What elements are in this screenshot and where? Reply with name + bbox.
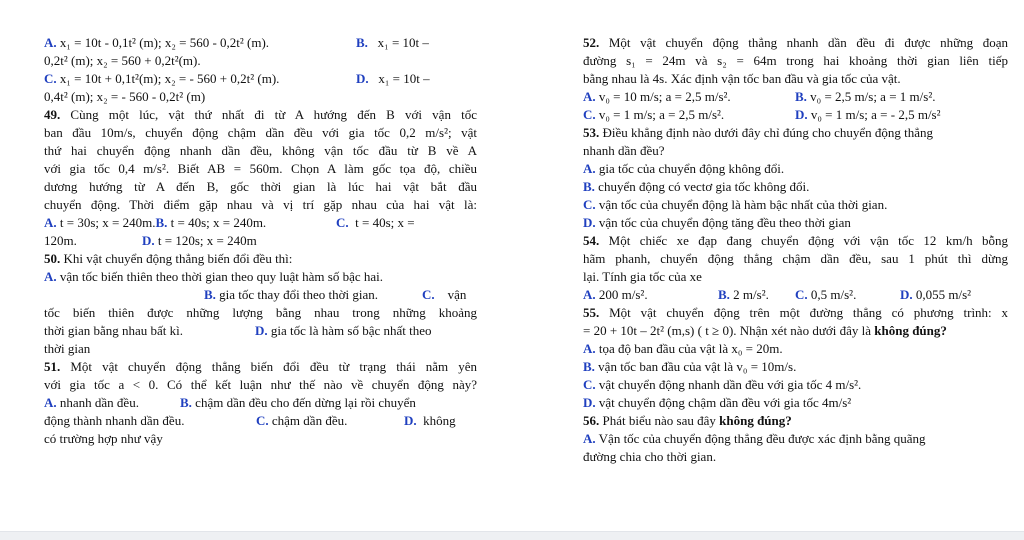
q56-option-a-label: A. bbox=[583, 431, 596, 446]
q51-option-b-text: chậm dần đều cho đến dừng lại rồi chuyển bbox=[195, 395, 416, 410]
q49-options-line-1 bbox=[44, 214, 477, 232]
q51-options-line-1 bbox=[44, 394, 477, 412]
q50-option-c-cont: tốc biến thiên được những lượng bằng nhau trong những khoảng bbox=[44, 305, 477, 320]
q49-stem-text-5: dương hướng từ A đến B, gốc thời gian là lúc hai vật bắt đầu bbox=[44, 179, 477, 194]
q54-stem-line-2 bbox=[583, 250, 1008, 268]
q54-option-a-text: 200 m/s². bbox=[598, 287, 648, 302]
q53-stem-text-2: nhanh dần đều? bbox=[583, 143, 665, 158]
q51-options-line-3 bbox=[44, 430, 477, 448]
q50-option-d-text: gia tốc là hàm số bậc nhất theo bbox=[270, 323, 432, 338]
q51-option-a-text: nhanh dần đều. bbox=[59, 395, 139, 410]
q56-option-a-line-2 bbox=[583, 448, 1008, 466]
q51-option-c-label: C. bbox=[256, 413, 269, 428]
q53-option-b-text: chuyển động có vectơ gia tốc không đổi. bbox=[598, 179, 810, 194]
q49-stem-text-3: thứ hai chuyển động nhanh dần đều, không vận tốc đầu từ B về A bbox=[44, 143, 477, 158]
q48-line-4 bbox=[44, 88, 477, 106]
q52-option-b-label: B. bbox=[795, 89, 807, 104]
q50-option-a bbox=[44, 268, 477, 286]
q55-option-d-text: vật chuyển động chậm dần đều với gia tốc 4m/s² bbox=[598, 395, 852, 410]
q48-option-b-label: B. bbox=[356, 35, 368, 50]
q51-option-b-cont: động thành nhanh dần đều. bbox=[44, 413, 185, 428]
q48-option-d-label: D. bbox=[356, 71, 369, 86]
q55-stem-text-2: = 20 + 10t – 2t² (m,s) ( t ≥ 0). Nhận xét nào dưới đây là bbox=[583, 323, 872, 338]
q51-option-a-label: A. bbox=[44, 395, 57, 410]
q51-option-c-text: chậm dần đều. bbox=[271, 413, 348, 428]
q55-option-d-label: D. bbox=[583, 395, 596, 410]
q50-option-c-cont-2: thời gian bằng nhau bất kì. bbox=[44, 323, 184, 338]
q48-option-b-cont: 0,2t² (m); x₂ = 560 + 0,2t²(m). bbox=[44, 53, 201, 68]
q54-option-b-text: 2 m/s². bbox=[733, 287, 769, 302]
q54-option-c-label: C. bbox=[795, 287, 808, 302]
q52-option-c-text: v₀ = 1 m/s; a = 2,5 m/s². bbox=[598, 107, 725, 122]
q51-stem-line-2 bbox=[44, 376, 477, 394]
q48-option-d-text: x₁ = 10t – bbox=[378, 71, 430, 86]
q55-option-b bbox=[583, 358, 1008, 376]
q49-stem-text-4: với gia tốc 0,4 m/s². Biết AB = 560m. Chọn A làm gốc tọa độ, chiều bbox=[44, 161, 477, 176]
q50-option-c-text: vận bbox=[447, 287, 467, 302]
right-column bbox=[583, 34, 1008, 466]
q52-stem-text-1: Một vật chuyển động thẳng nhanh dần đều đi được những đoạn bbox=[608, 35, 1008, 50]
q50-stem bbox=[44, 250, 477, 268]
q54-stem-text-3: lại. Tính gia tốc của xe bbox=[583, 269, 702, 284]
q48-option-a-label: A. bbox=[44, 35, 57, 50]
q52-stem-text-3: bằng nhau là 4s. Xác định vận tốc ban đầu và gia tốc của vật. bbox=[583, 71, 901, 86]
q48-option-c-label: C. bbox=[44, 71, 57, 86]
q50-option-a-text: vận tốc biến thiên theo thời gian theo quy luật hàm số bậc hai. bbox=[59, 269, 384, 284]
q53-option-c-label: C. bbox=[583, 197, 596, 212]
q55-number: 55. bbox=[583, 305, 600, 320]
q55-stem-line-2 bbox=[583, 322, 1008, 340]
q48-option-a-text: x₁ = 10t - 0,1t² (m); x₂ = 560 - 0,2t² (m). bbox=[59, 35, 270, 50]
q50-option-b-text: gia tốc thay đổi theo thời gian. bbox=[219, 287, 379, 302]
q55-stem-emphasis: không đúng? bbox=[874, 323, 947, 338]
q49-option-b-text: t = 40s; x = 240m. bbox=[170, 215, 267, 230]
q49-option-a-text: t = 30s; x = 240m. bbox=[59, 215, 156, 230]
q53-option-a-label: A. bbox=[583, 161, 596, 176]
q53-number: 53. bbox=[583, 125, 600, 140]
q55-option-c-label: C. bbox=[583, 377, 596, 392]
q54-option-c-text: 0,5 m/s². bbox=[810, 287, 857, 302]
q48-option-b-text: x₁ = 10t – bbox=[377, 35, 429, 50]
q55-option-c bbox=[583, 376, 1008, 394]
q49-options-line-2 bbox=[44, 232, 477, 250]
q49-stem-line-4 bbox=[44, 160, 477, 178]
q50-option-c-line-2 bbox=[44, 304, 477, 322]
q50-option-d-line-2 bbox=[44, 340, 477, 358]
q55-stem-text-1: Một vật chuyển động trên một đường thẳng có phương trình: x bbox=[609, 305, 1008, 320]
q50-option-a-label: A. bbox=[44, 269, 57, 284]
q49-option-c-cont: 120m. bbox=[44, 233, 77, 248]
q53-option-c bbox=[583, 196, 1008, 214]
q52-option-d-label: D. bbox=[795, 107, 808, 122]
q53-option-b-label: B. bbox=[583, 179, 595, 194]
q53-option-a bbox=[583, 160, 1008, 178]
q55-option-b-text: vận tốc ban đầu của vật là v₀ = 10m/s. bbox=[598, 359, 797, 374]
q48-line-2 bbox=[44, 52, 477, 70]
q51-options-line-2 bbox=[44, 412, 477, 430]
q49-option-c-label: C. bbox=[336, 215, 349, 230]
q55-option-a-label: A. bbox=[583, 341, 596, 356]
q49-stem-line-1 bbox=[44, 106, 477, 124]
q55-option-a-text: tọa độ ban đầu của vật là x₀ = 20m. bbox=[598, 341, 783, 356]
q51-option-d-cont: có trường hợp như vậy bbox=[44, 431, 163, 446]
q49-option-d-text: t = 120s; x = 240m bbox=[157, 233, 257, 248]
q52-options-line-1 bbox=[583, 88, 1008, 106]
q50-number: 50. bbox=[44, 251, 61, 266]
q54-number: 54. bbox=[583, 233, 600, 248]
q49-option-a-label: A. bbox=[44, 215, 57, 230]
q53-option-d-label: D. bbox=[583, 215, 596, 230]
q51-option-d-text: không bbox=[423, 413, 456, 428]
q50-option-b-label: B. bbox=[204, 287, 216, 302]
q54-stem-text-2: hãm phanh, chuyển động thẳng chậm dần đều, sau 1 phút thì dừng bbox=[583, 251, 1008, 266]
q56-number: 56. bbox=[583, 413, 600, 428]
q49-stem-text-2: ban đầu 10m/s, chuyển động chậm dần đều với gia tốc 0,2 m/s²; vật bbox=[44, 125, 477, 140]
q52-stem-line-1 bbox=[583, 34, 1008, 52]
q50-option-d-label: D. bbox=[255, 323, 268, 338]
q54-stem-line-3 bbox=[583, 268, 1008, 286]
q52-number: 52. bbox=[583, 35, 600, 50]
q51-number: 51. bbox=[44, 359, 61, 374]
q54-option-a-label: A. bbox=[583, 287, 596, 302]
q51-option-b-label: B. bbox=[180, 395, 192, 410]
q53-stem-line-1 bbox=[583, 124, 1008, 142]
q51-option-d-label: D. bbox=[404, 413, 417, 428]
q52-stem-text-2: đường s₁ = 24m và s₂ = 64m trong hai khoảng thời gian liên tiếp bbox=[583, 53, 1008, 68]
q55-option-d bbox=[583, 394, 1008, 412]
q55-option-b-label: B. bbox=[583, 359, 595, 374]
q53-option-a-text: gia tốc của chuyển động không đổi. bbox=[598, 161, 785, 176]
q52-stem-line-2 bbox=[583, 52, 1008, 70]
q55-option-c-text: vật chuyển động nhanh dần đều với gia tốc 4 m/s². bbox=[598, 377, 862, 392]
q49-stem-line-2 bbox=[44, 124, 477, 142]
q55-stem-line-1 bbox=[583, 304, 1008, 322]
q49-stem-text-1: Cùng một lúc, vật thứ nhất đi từ A hướng đến B với vận tốc bbox=[70, 107, 477, 122]
q53-option-b bbox=[583, 178, 1008, 196]
q53-option-d bbox=[583, 214, 1008, 232]
q53-option-c-text: vận tốc của chuyển động là hàm bậc nhất của thời gian. bbox=[598, 197, 888, 212]
q49-stem-line-6 bbox=[44, 196, 477, 214]
q52-options-line-2 bbox=[583, 106, 1008, 124]
q56-question-emphasis: không đúng? bbox=[719, 413, 792, 428]
q50-option-b bbox=[44, 286, 477, 304]
q56-stem bbox=[583, 412, 1008, 430]
q50-option-c-label: C. bbox=[422, 287, 435, 302]
q55-option-a bbox=[583, 340, 1008, 358]
q54-options bbox=[583, 286, 1008, 304]
q56-option-a-cont: đường chia cho thời gian. bbox=[583, 449, 717, 464]
q52-option-b-text: v₀ = 2,5 m/s; a = 1 m/s². bbox=[810, 89, 936, 104]
q48-line-1 bbox=[44, 34, 477, 52]
q50-option-d-cont: thời gian bbox=[44, 341, 91, 356]
q49-option-d-label: D. bbox=[142, 233, 155, 248]
q53-stem-text-1: Điều khẳng định nào dưới đây chỉ đúng cho chuyển động thẳng bbox=[602, 125, 934, 140]
q51-stem-text-2: với gia tốc a < 0. Có thể kết luận như thế nào về chuyển động này? bbox=[44, 377, 477, 392]
q52-option-c-label: C. bbox=[583, 107, 596, 122]
q51-stem-text-1: Một vật chuyển động thẳng biến đổi đều từ trạng thái nằm yên bbox=[70, 359, 477, 374]
q52-option-a-label: A. bbox=[583, 89, 596, 104]
q53-stem-line-2 bbox=[583, 142, 1008, 160]
q56-option-a-text: Vận tốc của chuyển động thẳng đều được xác định bằng quãng bbox=[598, 431, 926, 446]
q49-stem-line-3 bbox=[44, 142, 477, 160]
q56-question-text: Phát biểu nào sau đây bbox=[602, 413, 716, 428]
q54-option-d-text: 0,055 m/s² bbox=[915, 287, 972, 302]
q50-question-text: Khi vật chuyển động thẳng biến đổi đều thì: bbox=[63, 251, 293, 266]
q54-stem-line-1 bbox=[583, 232, 1008, 250]
q52-stem-line-3 bbox=[583, 70, 1008, 88]
q49-stem-line-5 bbox=[44, 178, 477, 196]
q53-option-d-text: vận tốc của chuyển động tăng đều theo thời gian bbox=[598, 215, 851, 230]
q49-stem-text-6: chuyển động. Thời điểm gặp nhau và vị trí gặp nhau của hai vật là: bbox=[44, 197, 477, 212]
q48-line-3 bbox=[44, 70, 477, 88]
q48-option-d-cont: 0,4t² (m); x₂ = - 560 - 0,2t² (m) bbox=[44, 89, 206, 104]
q49-number: 49. bbox=[44, 107, 61, 122]
q48-option-c-text: x₁ = 10t + 0,1t²(m); x₂ = - 560 + 0,2t² (m). bbox=[59, 71, 280, 86]
q49-option-c-text: t = 40s; x = bbox=[355, 215, 415, 230]
q52-option-a-text: v₀ = 10 m/s; a = 2,5 m/s². bbox=[598, 89, 731, 104]
q54-stem-text-1: Một chiếc xe đạp đang chuyển động với vận tốc 12 km/h bỗng bbox=[608, 233, 1008, 248]
q52-option-d-text: v₀ = 1 m/s; a = - 2,5 m/s² bbox=[810, 107, 941, 122]
q50-option-c-line-3 bbox=[44, 322, 477, 340]
q49-option-b-label: B. bbox=[155, 215, 168, 230]
q54-option-d-label: D. bbox=[900, 287, 913, 302]
q54-option-b-label: B. bbox=[718, 287, 730, 302]
q51-stem-line-1 bbox=[44, 358, 477, 376]
left-column bbox=[44, 34, 477, 448]
q56-option-a bbox=[583, 430, 1008, 448]
